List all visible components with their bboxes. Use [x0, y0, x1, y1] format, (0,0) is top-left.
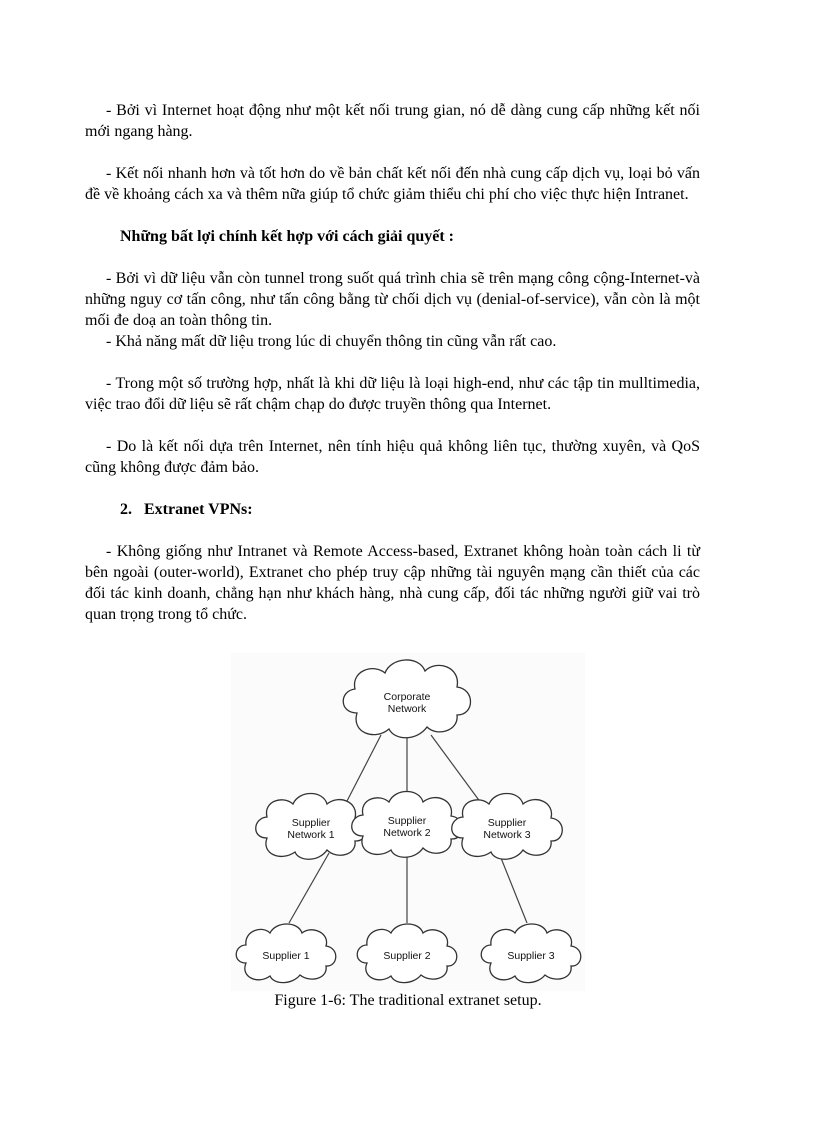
link-sn3-s3: [499, 853, 527, 923]
link-corporate-sn1: [346, 735, 381, 803]
supplier-3-label: Supplier 3: [507, 950, 555, 962]
supplier-network-2-cloud: [352, 792, 463, 858]
paragraph-data-loss: - Khả năng mất dữ liệu trong lúc di chuyển thông tin cũng vẫn rất cao.: [106, 333, 557, 350]
paragraph-qos: - Do là kết nối dựa trên Internet, nên tính hiệu quả không liên tục, thường xuyên, và QoS cũng không được đảm bảo.: [85, 438, 700, 476]
supplier-network-2-line2: Network 2: [383, 827, 431, 839]
figure-caption: Figure 1-6: The traditional extranet setup.: [274, 992, 542, 1009]
heading-disadvantages: Những bất lợi chính kết hợp với cách giải quyết :: [120, 228, 455, 245]
supplier-network-3-cloud: [452, 794, 563, 860]
section-title: Extranet VPNs:: [144, 501, 253, 518]
corporate-network-cloud: [343, 660, 470, 738]
supplier-2-cloud: [357, 924, 457, 983]
supplier-network-3-line2: Network 3: [483, 829, 531, 841]
paragraph-faster-connections: - Kết nối nhanh hơn và tốt hơn do về bản chất kết nối đến nhà cung cấp dịch vụ, loại bỏ vấn đề về khoảng cách xa và thêm nữa giúp tổ chức giảm thiểu chi phí cho việc thực hiện Intranet.: [85, 165, 700, 203]
extranet-diagram: [231, 653, 585, 991]
supplier-2-label: Supplier 2: [383, 950, 431, 962]
corporate-label-line2: Network: [387, 703, 427, 715]
supplier-network-3-line1: Supplier: [487, 817, 527, 829]
supplier-network-1-line2: Network 1: [287, 829, 335, 841]
section-heading-extranet: [85, 499, 700, 520]
document-body: [85, 100, 700, 625]
link-sn1-s1: [289, 853, 329, 923]
supplier-3-cloud: [481, 924, 581, 983]
supplier-network-1-cloud: [256, 794, 367, 860]
supplier-network-1-line1: Supplier: [291, 817, 331, 829]
paragraph-tunnel-risk: - Bởi vì dữ liệu vẫn còn tunnel trong suốt quá trình chia sẽ trên mạng công cộng-Internet-và những nguy cơ tấn công, như tấn công bằng từ chối dịch vụ (denial-of-service), vẫn còn là một mối đe doạ an toàn thông tin.: [85, 270, 700, 329]
link-corporate-sn3: [431, 735, 481, 803]
corporate-label-line1: Corporate: [383, 691, 431, 703]
paragraph-extranet: - Không giống như Intranet và Remote Access-based, Extranet không hoàn toàn cách li từ bên ngoài (outer-world), Extranet cho phép truy cập những tài nguyên mạng cần thiết của các đối tác kinh doanh, chẳng hạn như khách hàng, nhà cung cấp, đối tác những người giữ vai trò quan trọng trong tổ chức.: [85, 543, 700, 623]
extranet-diagram-svg: [231, 653, 585, 991]
supplier-network-2-line1: Supplier: [387, 815, 427, 827]
paragraph-slow-multimedia: - Trong một số trường hợp, nhất là khi dữ liệu là loại high-end, như các tập tin mulltimedia, việc trao đổi dữ liệu sẽ rất chậm chạp do được truyền thông qua Internet.: [85, 375, 700, 413]
section-number: 2.: [120, 501, 132, 518]
supplier-1-label: Supplier 1: [262, 950, 310, 962]
paragraph-peer-connections: - Bởi vì Internet hoạt động như một kết nối trung gian, nó dễ dàng cung cấp những kết nối mới ngang hàng.: [85, 102, 700, 140]
supplier-1-cloud: [236, 924, 336, 983]
